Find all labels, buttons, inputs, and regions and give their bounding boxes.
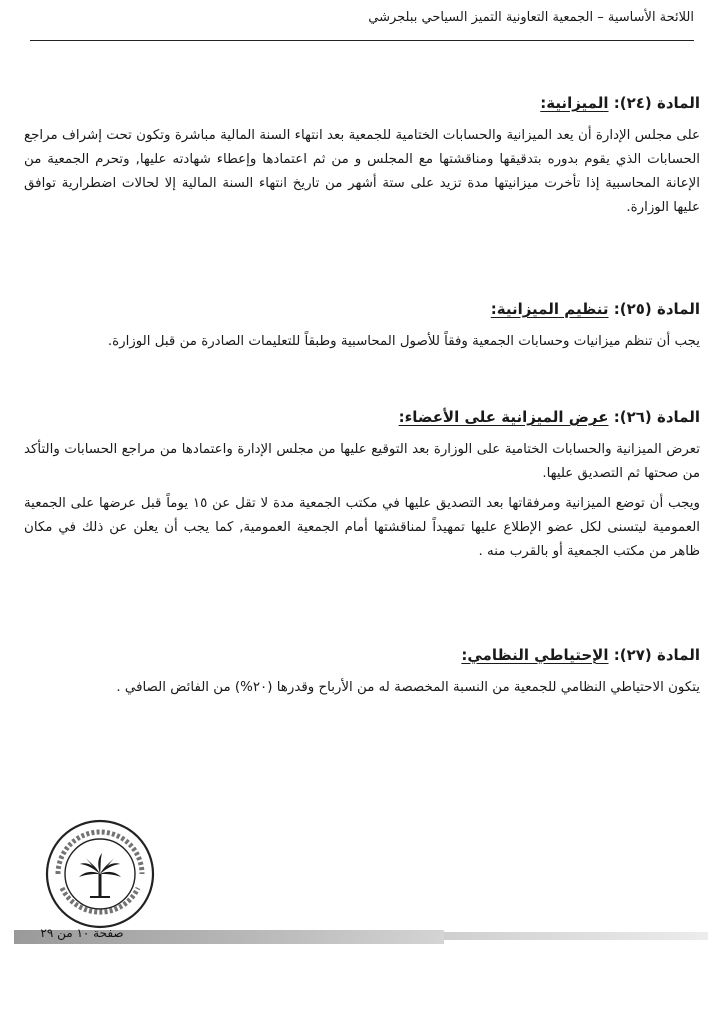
header-divider (30, 40, 694, 41)
palm-seal-icon (44, 818, 156, 930)
article-26 (24, 406, 700, 570)
article-heading (24, 92, 700, 114)
article-number: المادة (٢٧): (613, 646, 700, 664)
article-paragraph: ويجب أن توضع الميزانية ومرفقاتها بعد التصديق عليها في مكتب الجمعية مدة لا تقل عن ١٥ يوماً قبل عرضها على الجمعية العمومية ليتسنى لكل عضو الإطلاع عليها تمهيداً لمناقشتها أمام الجمعية العمومية, كما يجب أن يعلن عن ذلك في مكان ظاهر من مكتب الجمعية أو بالقرب منه . (24, 496, 700, 559)
article-paragraph: تعرض الميزانية والحسابات الختامية على الوزارة بعد التوقيع عليها من مجلس الإدارة واعتمادها من مراجع الحسابات والتأكد من صحتها ثم التصديق عليها. (24, 442, 700, 481)
article-title: تنظيم الميزانية: (490, 300, 609, 318)
article-25 (24, 298, 700, 360)
article-27 (24, 644, 700, 706)
footer-bar-faded (444, 932, 708, 940)
article-paragraph: يجب أن تنظم ميزانيات وحسابات الجمعية وفقاً للأصول المحاسبية وطبقاً للتعليمات الصادرة من قبل الوزارة. (107, 334, 700, 349)
article-title: عرض الميزانية على الأعضاء: (398, 408, 609, 426)
page-number: صفحة ١٠ من ٢٩ (40, 926, 124, 940)
document-header: اللائحة الأساسية – الجمعية التعاونية التميز السياحي ببلجرشي (368, 10, 694, 25)
article-number: المادة (٢٦): (613, 408, 700, 426)
article-heading (24, 406, 700, 428)
article-number: المادة (٢٥): (613, 300, 700, 318)
article-number: المادة (٢٤): (613, 94, 700, 112)
official-stamp (44, 818, 156, 930)
article-heading (24, 298, 700, 320)
article-heading (24, 644, 700, 666)
article-paragraph: يتكون الاحتياطي النظامي للجمعية من النسبة المخصصة له من الأرباح وقدرها (٢٠%) من الفائض الصافي . (116, 680, 700, 695)
article-paragraph: على مجلس الإدارة أن يعد الميزانية والحسابات الختامية للجمعية بعد انتهاء السنة المالية مباشرة وتكون تحت إشراف مراجع الحسابات الذي يقوم بدوره بتدقيقها ومناقشتها مع المجلس و من ثم اعتمادها وإعطاء شهادته عليها, وتحرم الجمعية من الإعانة المحاسبية إذا تأخرت ميزانيتها مدة تزيد على ستة أشهر من تاريخ انتهاء السنة المالية إلا لحالات اضطرارية توافق عليها الوزارة. (24, 128, 700, 215)
article-24 (24, 92, 700, 226)
article-title: الميزانية: (540, 94, 609, 112)
article-title: الإحتياطي النظامي: (461, 646, 609, 664)
